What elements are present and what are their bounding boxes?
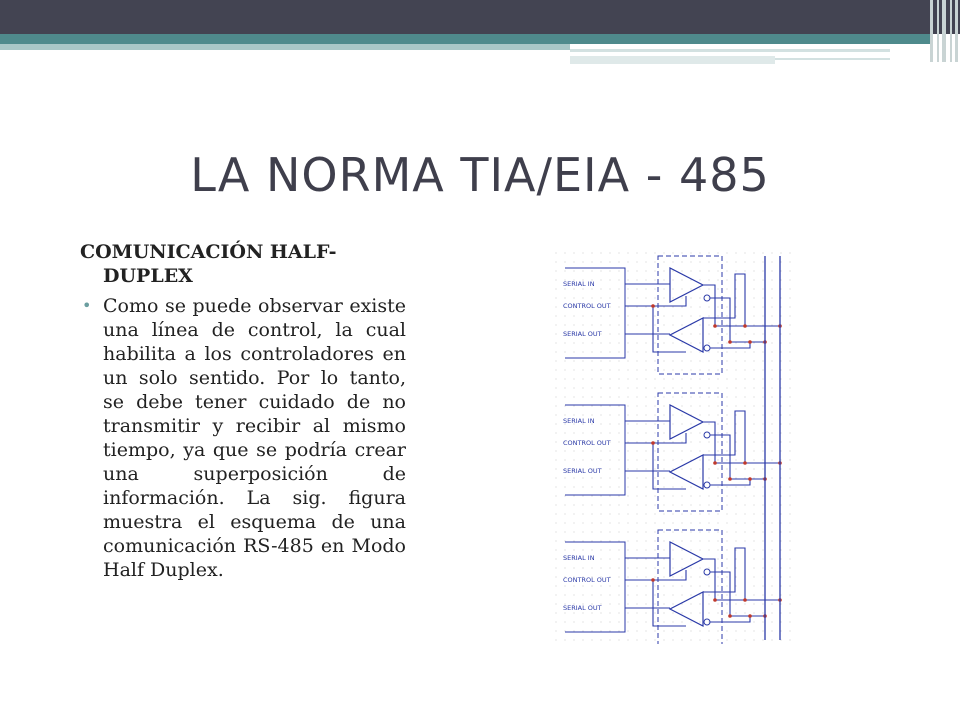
section-heading-line2: DUPLEX: [103, 265, 193, 287]
signal-label: SERIAL IN: [563, 554, 595, 562]
junction-dot: [651, 578, 655, 582]
junction-dot: [713, 598, 717, 602]
signal-label: SERIAL OUT: [563, 604, 602, 612]
signal-label: SERIAL OUT: [563, 330, 602, 338]
accent-line: [570, 56, 775, 64]
junction-dot: [651, 304, 655, 308]
signal-label: SERIAL IN: [563, 417, 595, 425]
junction-dot: [728, 340, 732, 344]
section-heading: [80, 240, 406, 288]
signal-label: CONTROL OUT: [563, 302, 611, 310]
accent-line: [570, 49, 890, 52]
top-banner: [0, 0, 960, 34]
accent-bar: [0, 34, 930, 44]
junction-dot: [743, 598, 747, 602]
signal-label: CONTROL OUT: [563, 576, 611, 584]
junction-dot: [743, 461, 747, 465]
signal-label: SERIAL OUT: [563, 467, 602, 475]
bullet-icon: •: [82, 296, 92, 315]
junction-dot: [748, 340, 752, 344]
rs485-half-duplex-diagram: [555, 252, 795, 644]
signal-label: CONTROL OUT: [563, 439, 611, 447]
slide-title: LA NORMA TIA/EIA - 485: [190, 148, 770, 202]
section-heading-line1: COMUNICACIÓN HALF-: [80, 241, 337, 263]
junction-dot: [651, 441, 655, 445]
bullet-text: Como se puede observar existe una línea de control, la cual habilita a los controladores en un solo sentido. Por lo tanto, se debe tener cuidado de no transmitir y recibir al mismo tiempo, ya que se podría crear una superposición de información. La sig. figura muestra el esquema de una comunicación RS-485 en Modo Half Duplex.: [103, 295, 406, 581]
junction-dot: [713, 324, 717, 328]
accent-line: [775, 58, 890, 60]
junction-dot: [743, 324, 747, 328]
text-content: [80, 240, 406, 582]
junction-dot: [748, 614, 752, 618]
junction-dot: [728, 477, 732, 481]
junction-dot: [748, 477, 752, 481]
corner-stripes: [928, 0, 960, 62]
accent-bar-light: [0, 44, 570, 50]
signal-label: SERIAL IN: [563, 280, 595, 288]
bullet-item: [80, 294, 406, 582]
junction-dot: [713, 461, 717, 465]
junction-dot: [728, 614, 732, 618]
